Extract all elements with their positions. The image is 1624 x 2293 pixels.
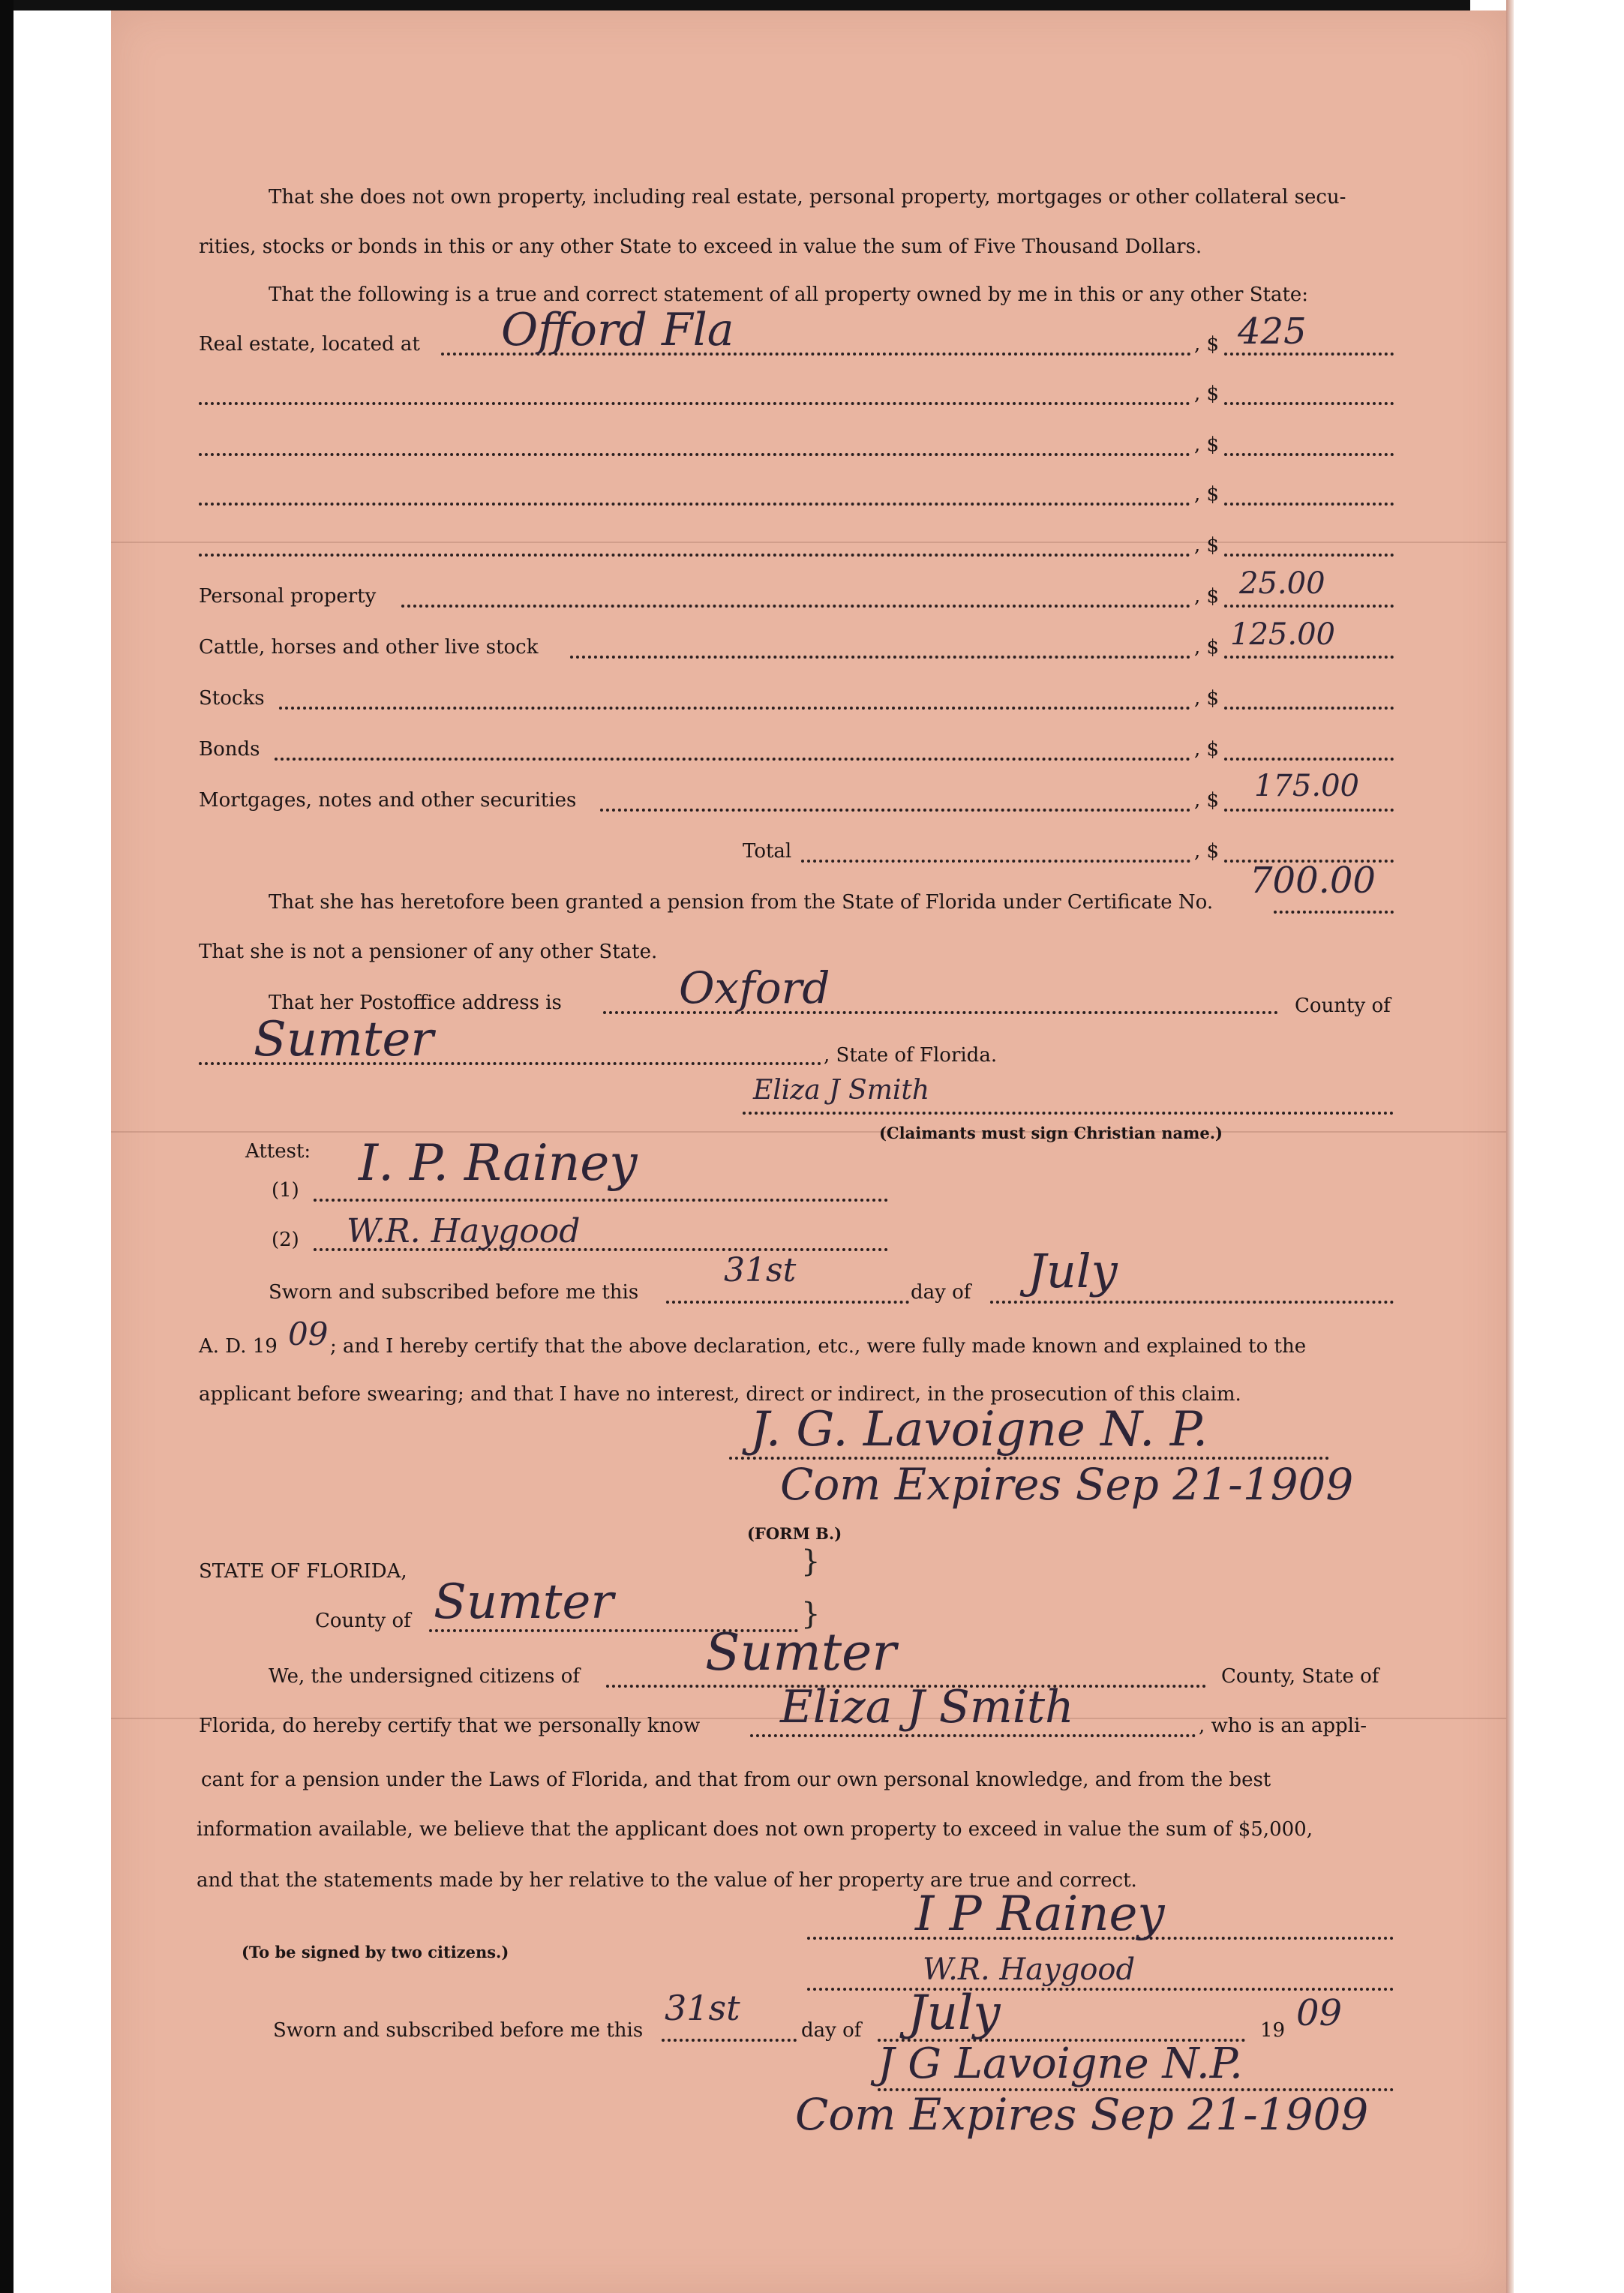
attest-2-name: W.R. Haygood — [347, 1212, 581, 1250]
and-that-line: and that the statements made by her relative to the value of her property are true and correct. — [197, 1869, 1137, 1892]
dollar-sign: , $ — [1194, 840, 1220, 863]
dollar-sign: , $ — [1194, 333, 1220, 356]
not-pensioner: That she is not a pensioner of any other State. — [199, 941, 658, 963]
mortgages-label: Mortgages, notes and other securities — [199, 789, 577, 812]
blank-value-line — [1224, 402, 1394, 405]
real-estate-location: Offord Fla — [501, 304, 734, 356]
stocks-label: Stocks — [199, 687, 265, 710]
applicant-line: applicant before swearing; and that I have no interest, direct or indirect, in the prosecution of this claim. — [199, 1383, 1241, 1406]
real-estate-value-line — [1224, 353, 1394, 356]
postoffice-label: That her Postoffice address is — [269, 992, 562, 1014]
attest-2-label: (2) — [272, 1229, 299, 1251]
attest-1-label: (1) — [272, 1179, 299, 1202]
citizen-1-signature: I P Rainey — [915, 1886, 1165, 1942]
fold-line — [111, 1131, 1506, 1133]
blank-value-line — [1224, 554, 1394, 557]
applicant-name: Eliza J Smith — [780, 1681, 1074, 1733]
attest-1-name: I. P. Rainey — [359, 1134, 638, 1192]
day-of-label: day of — [911, 1281, 971, 1304]
citizens-of-value: Sumter — [705, 1623, 896, 1682]
sworn-day-line — [666, 1301, 909, 1304]
mortgages-line — [600, 809, 1190, 812]
sworn-b-label: Sworn and subscribed before me this — [273, 2019, 644, 2042]
bonds-line — [275, 758, 1190, 761]
cattle-value-line — [1224, 656, 1394, 659]
sworn-b-day: 31st — [665, 1988, 740, 2028]
information-line: information available, we believe that the applicant does not own property to exceed in value the sum of $5,000, — [197, 1818, 1313, 1841]
attest-1-line — [314, 1199, 888, 1202]
county-value: Sumter — [254, 1012, 434, 1067]
cattle-label: Cattle, horses and other live stock — [199, 636, 539, 659]
certificate-no: 700.00 — [1250, 860, 1376, 902]
applicant-name-line — [750, 1734, 1196, 1737]
blank-row — [199, 554, 1190, 557]
mortgages-value: 175.00 — [1254, 769, 1359, 803]
dollar-sign: , $ — [1194, 434, 1220, 456]
stocks-value-line — [1224, 707, 1394, 710]
dollar-sign: , $ — [1194, 636, 1220, 659]
claimant-signature: Eliza J Smith — [753, 1075, 930, 1106]
certify-rest: ; and I hereby certify that the above declaration, etc., were fully made known and explained to the — [330, 1335, 1307, 1358]
mortgages-value-line — [1224, 809, 1394, 812]
certificate-line — [1274, 911, 1394, 914]
dollar-sign: , $ — [1194, 789, 1220, 812]
two-citizens-note: (To be signed by two citizens.) — [242, 1943, 509, 1961]
blank-row — [199, 503, 1190, 506]
notary-signature: J. G. Lavoigne N. P. — [750, 1402, 1208, 1457]
citizen-2-line — [807, 1988, 1394, 1991]
commission-expires: Com Expires Sep 21-1909 — [780, 1459, 1354, 1510]
real-estate-label: Real estate, located at — [199, 333, 420, 356]
form-b-heading: (FORM B.) — [747, 1524, 842, 1543]
year-19-label: 19 — [1260, 2019, 1286, 2042]
county-b-value: Sumter — [434, 1574, 614, 1630]
county-bracket: } — [801, 1544, 821, 1579]
personal-property-value: 25.00 — [1239, 566, 1325, 601]
state-of-florida-caps: STATE OF FLORIDA, — [199, 1560, 407, 1583]
para1-line2: rities, stocks or bonds in this or any other State to exceed in value the sum of Five Thousand Dollars. — [199, 236, 1202, 258]
bonds-label: Bonds — [199, 738, 260, 761]
sworn-b-month: July — [908, 1985, 1001, 2041]
sworn-day: 31st — [724, 1251, 797, 1289]
cattle-line — [570, 656, 1190, 659]
we-line: We, the undersigned citizens of — [269, 1665, 581, 1688]
claimant-note: (Claimants must sign Christian name.) — [879, 1124, 1223, 1142]
citizen-2-signature: W.R. Haygood — [923, 1952, 1136, 1987]
county-of-label: County of — [1295, 995, 1391, 1017]
pension-line: That she has heretofore been granted a pension from the State of Florida under Certificate No. — [269, 891, 1214, 914]
dollar-sign: , $ — [1194, 585, 1220, 608]
postoffice-value: Oxford — [679, 962, 830, 1013]
ad-year-digits: 09 — [288, 1316, 329, 1352]
dollar-sign: , $ — [1194, 483, 1220, 506]
blank-row — [199, 402, 1190, 405]
sworn-b-day-line — [662, 2039, 797, 2042]
year-b-digits: 09 — [1296, 1992, 1343, 2034]
claimant-signature-line — [743, 1112, 1394, 1115]
who-is: , who is an appli- — [1199, 1715, 1367, 1737]
ad-prefix: A. D. 19 — [199, 1335, 278, 1358]
total-label: Total — [743, 840, 792, 863]
sworn-label: Sworn and subscribed before me this — [269, 1281, 639, 1304]
personal-property-label: Personal property — [199, 585, 377, 608]
day-of-b-label: day of — [801, 2019, 862, 2042]
total-line — [801, 860, 1190, 863]
dollar-sign: , $ — [1194, 534, 1220, 557]
cant-line: cant for a pension under the Laws of Florida, and that from our own personal knowledge, and from the best — [201, 1769, 1271, 1791]
florida-certify: Florida, do hereby certify that we personally know — [199, 1715, 701, 1737]
scan-left-edge — [0, 0, 14, 2293]
dollar-sign: , $ — [1194, 738, 1220, 761]
page-edge-shadow — [1506, 0, 1514, 2293]
real-estate-value: 425 — [1238, 311, 1307, 353]
bonds-value-line — [1224, 758, 1394, 761]
para2: That the following is a true and correct statement of all property owned by me in this or any other State: — [269, 284, 1309, 306]
state-of-florida: , State of Florida. — [824, 1044, 998, 1067]
stocks-line — [279, 707, 1190, 710]
personal-property-value-line — [1224, 605, 1394, 608]
scan-top-edge — [0, 0, 1470, 11]
cattle-value: 125.00 — [1230, 617, 1335, 652]
county-state-of: County, State of — [1221, 1665, 1379, 1688]
dollar-sign: , $ — [1194, 687, 1220, 710]
sworn-month-line — [990, 1301, 1394, 1304]
county-bracket: } — [801, 1597, 821, 1631]
blank-value-line — [1224, 503, 1394, 506]
county-of-b-label: County of — [315, 1610, 411, 1632]
blank-value-line — [1224, 453, 1394, 456]
blank-row — [199, 453, 1190, 456]
para1-line1: That she does not own property, including real estate, personal property, mortgages or other collateral secu- — [269, 186, 1346, 209]
commission-b: Com Expires Sep 21-1909 — [795, 2089, 1369, 2140]
notary-b-signature: J G Lavoigne N.P. — [878, 2039, 1243, 2088]
attest-label: Attest: — [245, 1140, 311, 1163]
fold-line — [111, 542, 1506, 543]
sworn-month: July — [1028, 1244, 1118, 1298]
personal-property-line — [401, 605, 1190, 608]
dollar-sign: , $ — [1194, 383, 1220, 405]
